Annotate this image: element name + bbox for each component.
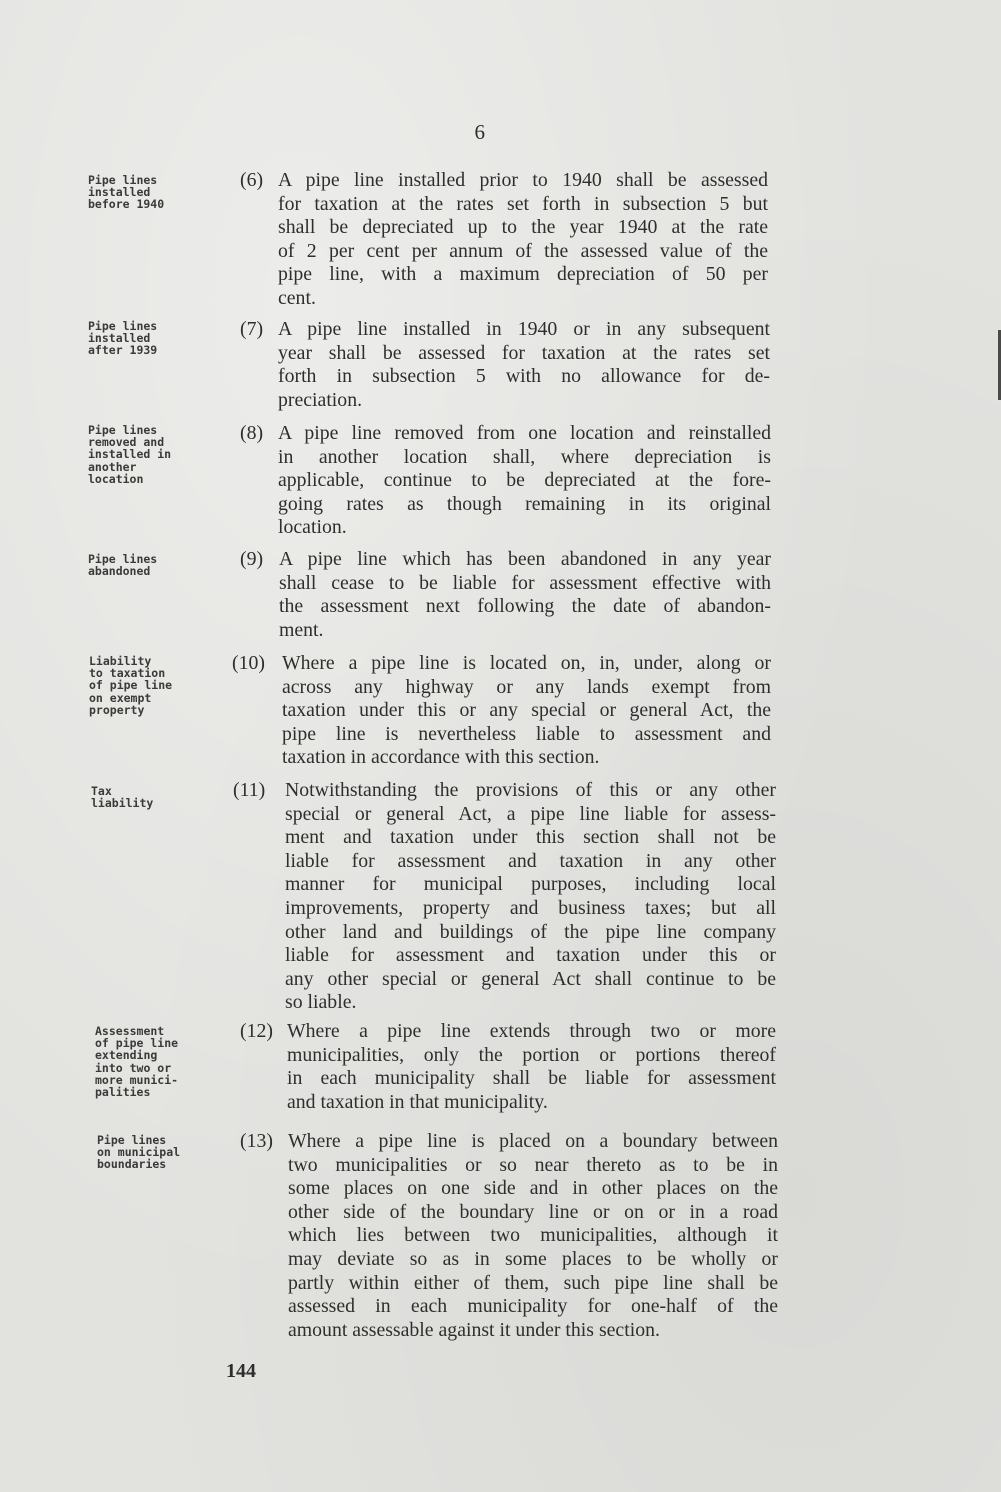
text-line: shall cease to be liable for assessment effective with <box>279 571 771 594</box>
section-number: (8) <box>240 422 264 444</box>
text-line: in another location shall, where depreciation is <box>278 445 771 468</box>
text-line: Where a pipe line is placed on a boundary between <box>288 1130 778 1152</box>
page-number-top: 6 <box>474 120 486 144</box>
margin-note-pipe-lines-removed: Pipe lines removed and installed in another location <box>88 423 172 486</box>
text-line: and taxation in that municipality. <box>287 1090 548 1113</box>
text-line: partly within either of them, such pipe line shall be <box>288 1271 778 1294</box>
section-body <box>278 318 770 412</box>
margin-note-assessment-two-municipalities: Assessment of pipe line extending into two or more munici- palities <box>95 1024 179 1100</box>
text-line: other land and buildings of the pipe line company <box>285 920 776 943</box>
text-line: applicable, continue to be depreciated at the fore- <box>278 469 771 492</box>
section-number: (13) <box>240 1130 273 1152</box>
text-line: forth in subsection 5 with no allowance for de- <box>278 365 770 388</box>
text-line: preciation. <box>278 388 363 411</box>
text-line: other side of the boundary line or on or in a road <box>288 1200 778 1223</box>
text-line: A pipe line installed prior to 1940 shall be assessed <box>278 169 768 191</box>
text-line: across any highway or any lands exempt from <box>282 675 771 698</box>
text-line: any other special or general Act shall continue to be <box>285 967 776 990</box>
section-number: (12) <box>240 1020 273 1042</box>
text-line: manner for municipal purposes, including local <box>285 873 776 896</box>
section-body <box>278 422 771 540</box>
text-line: ment and taxation under this section shall not be <box>285 826 776 849</box>
text-line: municipalities, only the portion or portions thereof <box>287 1043 776 1066</box>
text-line: Where a pipe line extends through two or more <box>287 1020 776 1042</box>
text-line: Where a pipe line is located on, in, under, along or <box>282 652 771 674</box>
section-number: (11) <box>233 779 266 801</box>
section-body <box>282 652 771 770</box>
section-body <box>279 548 771 642</box>
text-line: improvements, property and business taxes; but all <box>285 896 776 919</box>
margin-note-liability-exempt-property: Liability to taxation of pipe line on exempt property <box>89 654 173 717</box>
text-line: pipe line is nevertheless liable to assessment and <box>282 722 771 745</box>
text-line: shall be depreciated up to the year 1940 at the rate <box>278 216 768 239</box>
section-number: (7) <box>240 318 264 340</box>
text-line: assessed in each municipality for one-half of the <box>288 1295 778 1318</box>
text-line: in each municipality shall be liable for assessment <box>287 1067 776 1090</box>
text-line: which lies between two municipalities, although it <box>288 1224 778 1247</box>
text-line: the assessment next following the date of abandon- <box>279 595 771 618</box>
section-number: (9) <box>240 548 264 570</box>
text-line: A pipe line removed from one location and reinstalled <box>278 422 771 444</box>
text-line: liable for assessment and taxation under this or <box>285 944 776 967</box>
text-line: Notwithstanding the provisions of this or any other <box>285 779 776 801</box>
text-line: some places on one side and in other places on the <box>288 1177 778 1200</box>
section-body <box>288 1130 778 1342</box>
text-line: so liable. <box>285 991 357 1014</box>
margin-note-pipe-lines-after-1939: Pipe lines installed after 1939 <box>88 319 158 358</box>
margin-note-tax-liability: Tax liability <box>91 784 154 811</box>
text-line: of 2 per cent per annum of the assessed value of the <box>278 239 768 262</box>
section-body <box>287 1020 776 1114</box>
section-number: (6) <box>240 169 264 191</box>
text-line: taxation under this or any special or general Act, the <box>282 699 771 722</box>
text-line: ment. <box>279 618 324 641</box>
text-line: cent. <box>278 286 316 309</box>
text-line: year shall be assessed for taxation at the rates set <box>278 341 770 364</box>
text-line: may deviate so as in some places to be wholly or <box>288 1247 778 1270</box>
text-line: location. <box>278 516 347 539</box>
section-body <box>285 779 776 1015</box>
text-line: taxation in accordance with this section. <box>282 746 600 769</box>
text-line: going rates as though remaining in its original <box>278 492 771 515</box>
text-line: A pipe line which has been abandoned in any year <box>279 548 771 570</box>
text-line: liable for assessment and taxation in any other <box>285 849 776 872</box>
margin-note-pipe-lines-abandoned: Pipe lines abandoned <box>88 552 158 579</box>
text-line: two municipalities or so near thereto as to be in <box>288 1153 778 1176</box>
margin-note-pipe-lines-before-1940: Pipe lines installed before 1940 <box>88 173 165 212</box>
text-line: pipe line, with a maximum depreciation of 50 per <box>278 263 768 286</box>
section-number: (10) <box>232 652 265 674</box>
text-line: for taxation at the rates set forth in subsection 5 but <box>278 192 768 215</box>
text-line: amount assessable against it under this section. <box>288 1318 660 1341</box>
text-line: A pipe line installed in 1940 or in any subsequent <box>278 318 770 340</box>
section-body <box>278 169 768 311</box>
margin-note-municipal-boundaries: Pipe lines on municipal boundaries <box>97 1133 181 1172</box>
text-line: special or general Act, a pipe line liable for assess- <box>285 802 776 825</box>
page-number-bottom: 144 <box>226 1360 256 1382</box>
